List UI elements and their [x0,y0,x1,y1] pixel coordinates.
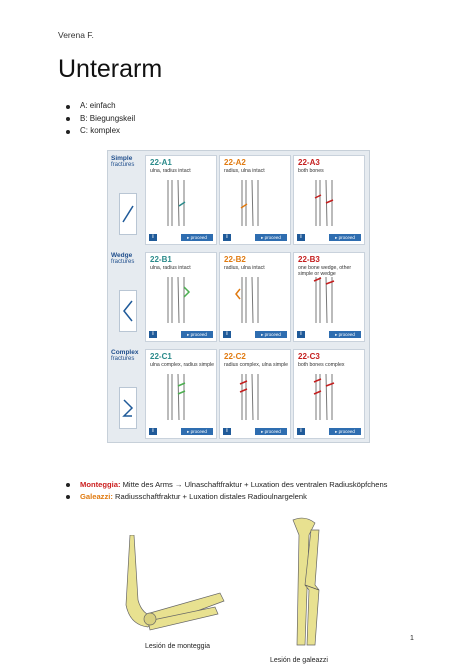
info-button[interactable]: i [149,428,157,435]
info-button[interactable]: i [149,331,157,338]
info-button[interactable]: i [223,428,231,435]
category-wedge [111,252,144,338]
card-desc: radius, ulna intact [224,168,265,174]
card-22-c3[interactable] [293,349,365,439]
row-complex [108,345,369,436]
card-desc: radius complex, ulna simple [224,362,289,368]
monteggia-caption: Lesión de monteggia [145,643,210,650]
card-22-c1[interactable] [145,349,217,439]
galeazzi-illustration [275,515,345,650]
proceed-button[interactable]: ▸ proceed [329,428,361,435]
category-sub: fractures [111,259,135,265]
info-button[interactable]: i [297,234,305,241]
proceed-button[interactable]: ▸ proceed [181,428,213,435]
info-button[interactable]: i [223,234,231,241]
galeazzi-caption: Lesión de galeazzi [270,657,328,664]
card-code: 22-C1 [150,352,172,361]
card-22-c2[interactable] [219,349,291,439]
note-label: Galeazzi: [80,492,113,501]
forearm-bone-icon [294,275,364,325]
proceed-button[interactable]: ▸ proceed [181,234,213,241]
card-desc: ulna complex, radius simple [150,362,215,368]
proceed-button[interactable]: ▸ proceed [181,331,213,338]
note-text: Mitte des Arms → Ulnaschaftfraktur + Luxation des ventralen Radiusköpfchens [120,480,388,489]
card-22-b1[interactable] [145,252,217,342]
category-sub: fractures [111,162,135,168]
card-code: 22-B3 [298,255,320,264]
card-desc: ulna, radius intact [150,168,191,174]
category-simple [111,155,144,241]
row-simple [108,151,369,242]
card-code: 22-C2 [224,352,246,361]
card-desc: both bones [298,168,324,174]
info-button[interactable]: i [297,428,305,435]
complex-fracture-icon [119,387,137,429]
card-code: 22-A1 [150,158,172,167]
card-desc: one bone wedge, other simple or wedge [298,265,352,277]
category-label: Simple [111,155,133,162]
card-22-a1[interactable] [145,155,217,245]
card-22-b3[interactable] [293,252,365,342]
row-wedge [108,248,369,339]
card-code: 22-A3 [298,158,320,167]
wedge-fracture-icon [119,290,137,332]
info-button[interactable]: i [297,331,305,338]
list-item: A: einfach [66,100,135,113]
monteggia-illustration [120,535,230,645]
card-22-b2[interactable] [219,252,291,342]
proceed-button[interactable]: ▸ proceed [255,331,287,338]
forearm-bone-icon [146,275,216,325]
forearm-bone-icon [146,178,216,228]
proceed-button[interactable]: ▸ proceed [255,428,287,435]
forearm-bone-icon [146,372,216,422]
note-text: Radiusschaftfraktur + Luxation distales Radioulnargelenk [112,492,307,501]
forearm-bone-icon [220,275,290,325]
proceed-button[interactable]: ▸ proceed [329,331,361,338]
page-number: 1 [410,635,414,642]
proceed-button[interactable]: ▸ proceed [255,234,287,241]
list-item: B: Biegungskeil [66,113,135,126]
category-label: Complex [111,349,139,356]
card-code: 22-A2 [224,158,246,167]
fracture-classification-figure [107,150,370,443]
author-name: Verena F. [58,30,94,40]
simple-fracture-icon [119,193,137,235]
note-label: Monteggia: [80,480,121,489]
note-monteggia [66,479,387,491]
card-desc: radius, ulna intact [224,265,265,271]
info-button[interactable]: i [223,331,231,338]
forearm-bone-icon [294,178,364,228]
card-desc: both bones complex [298,362,345,368]
proceed-button[interactable]: ▸ proceed [329,234,361,241]
list-item: C: komplex [66,125,135,138]
category-label: Wedge [111,252,133,259]
card-code: 22-B1 [150,255,172,264]
card-code: 22-C3 [298,352,320,361]
category-sub: fractures [111,356,135,362]
page-title: Unterarm [58,55,163,83]
forearm-bone-icon [220,178,290,228]
info-button[interactable]: i [149,234,157,241]
forearm-bone-icon [220,372,290,422]
card-code: 22-B2 [224,255,246,264]
card-22-a3[interactable] [293,155,365,245]
category-complex [111,349,144,435]
classification-list [66,100,135,138]
fracture-notes [66,479,387,503]
card-22-a2[interactable] [219,155,291,245]
card-desc: ulna, radius intact [150,265,191,271]
note-galeazzi [66,491,387,503]
forearm-bone-icon [294,372,364,422]
